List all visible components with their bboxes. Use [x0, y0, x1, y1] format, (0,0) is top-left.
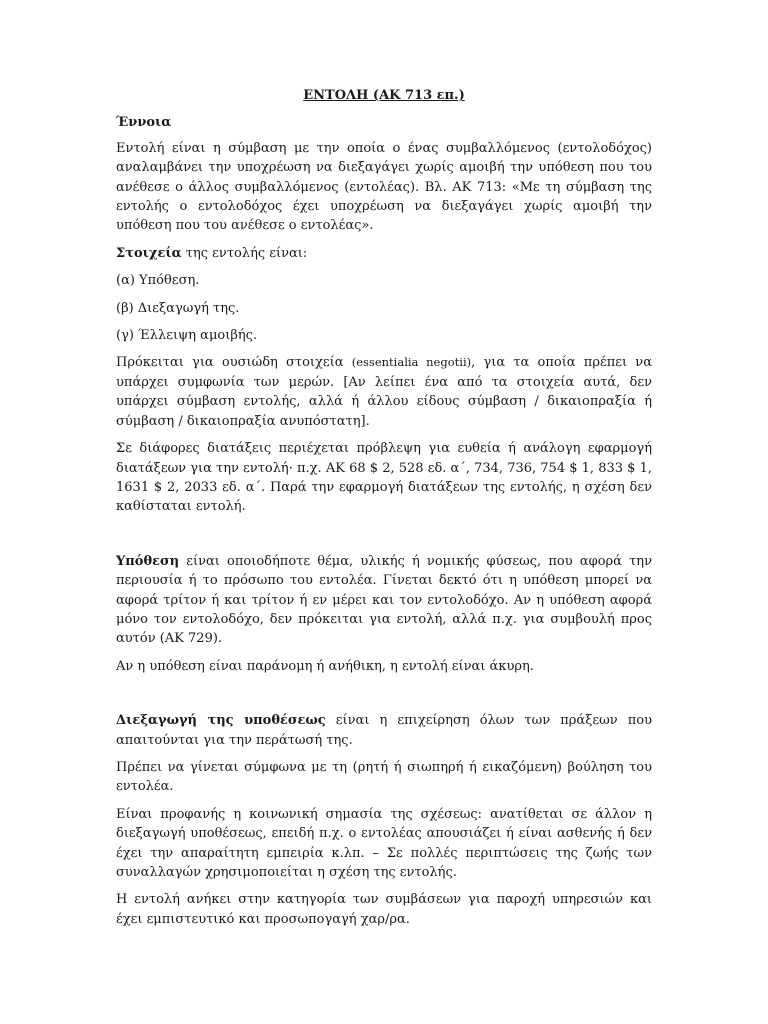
- elements-intro: [116, 244, 652, 263]
- element-item-b: (β) Διεξαγωγή της.: [116, 300, 240, 316]
- element-item-a: (α) Υπόθεση.: [116, 273, 200, 289]
- essential-latin-term: (essentialia negotii): [351, 355, 472, 370]
- elements-lead-rest: της εντολής είναι:: [181, 245, 308, 261]
- conduct-paragraph: [116, 711, 652, 750]
- concept-paragraph: Εντολή είναι η σύμβαση με την οποία ο ένας συμβαλλόμενος (εντολοδόχος) αναλαμβάνει την υποχρέωση να διεξαγάγει χωρίς αμοιβή την υπόθεση που του ανέθεσε ο άλλος συμβαλλόμενος (εντολέας). Βλ. ΑΚ 713: «Με τη σύμβαση της εντολής ο εντολοδόχος έχει υποχρέωση να διεξαγάγει χωρίς αμοιβή την υπόθεση που του ανέθεσε ο εντολέας».: [116, 140, 652, 234]
- case-lead-bold: Υπόθεση: [116, 553, 180, 569]
- concept-heading: Έννοια: [116, 115, 172, 131]
- document-title: ΕΝΤΟΛΗ (ΑΚ 713 επ.): [303, 88, 465, 103]
- essential-elements-paragraph: [116, 353, 652, 431]
- case-paragraph-rest: είναι οποιοδήποτε θέμα, υλικής ή νομικής φύσεως, που αφορά την περιουσία ή το πρόσωπο του εντολέα. Γίνεται δεκτό ότι η υπόθεση μπορεί να αφορά τρίτον ή και τρίτον ή εν μέρει και τον εντολοδόχο. Αν η υπόθεση αφορά μόνο τον εντολοδόχο, δεν πρόκειται για εντολή, αλλά π.χ. για συμβουλή προς αυτόν (ΑΚ 729).: [116, 553, 652, 647]
- section-spacer: [116, 525, 652, 552]
- category-paragraph: Η εντολή ανήκει στην κατηγορία των συμβάσεων για παροχή υπηρεσιών και έχει εμπιστευτικό και προσωπογαγή χαρ/ρα.: [116, 892, 652, 927]
- social-paragraph: Είναι προφανής η κοινωνική σημασία της σχέσεως: ανατίθεται σε άλλον η διεξαγωγή υποθέσεως, επειδή π.χ. ο εντολέας απουσιάζει ή είναι ασθενής ή δεν έχει την απαραίτητη εμπειρία κ.λπ. – Σε πολλές περιπτώσεις της ζωής των συναλλαγών χρησιμοποιείται η σχέση της εντολής.: [116, 806, 652, 880]
- elements-lead-bold: Στοιχεία: [116, 245, 182, 261]
- provisions-paragraph: Σε διάφορες διατάξεις περιέχεται πρόβλεψη για ευθεία ή ανάλογη εφαρμογή διατάξεων για την εντολή· π.χ. ΑΚ 68 $ 2, 528 εδ. α΄, 734, 736, 754 $ 1, 833 $ 1, 1631 $ 2, 2033 εδ. α΄. Παρά την εφαρμογή διατάξεων της εντολής, η σχέση δεν καθίσταται εντολή.: [116, 441, 652, 515]
- document-page: [116, 86, 652, 937]
- will-paragraph: Πρέπει να γίνεται σύμφωνα με τη (ρητή ή σιωπηρή ή εικαζόμενη) βούληση του εντολέα.: [116, 759, 652, 795]
- section-spacer: [116, 684, 652, 711]
- essential-text-1: Πρόκειται για ουσιώδη στοιχεία: [116, 355, 352, 371]
- essential-text-2: , για τα οποία πρέπει να υπάρχει συμφωνία των μερών. [Αν λείπει ένα από τα στοιχεία αυτά, δεν υπάρχει σύμβαση εντολής, αλλά ή άλλου είδους σύμβαση / δικαιοπραξία ή σύμβαση / δικαιοπραξία ανυπόστατη].: [116, 355, 652, 429]
- case-paragraph: [116, 552, 652, 649]
- conduct-lead-bold: Διεξαγωγή της υποθέσεως: [116, 713, 326, 729]
- conduct-paragraph-rest: είναι η επιχείρηση όλων των πράξεων που απαιτούνται για την περάτωσή της.: [116, 713, 652, 748]
- element-item-c: (γ) Έλλειψη αμοιβής.: [116, 328, 258, 344]
- illegal-case-paragraph: Αν η υπόθεση είναι παράνομη ή ανήθικη, η εντολή είναι άκυρη.: [116, 658, 534, 674]
